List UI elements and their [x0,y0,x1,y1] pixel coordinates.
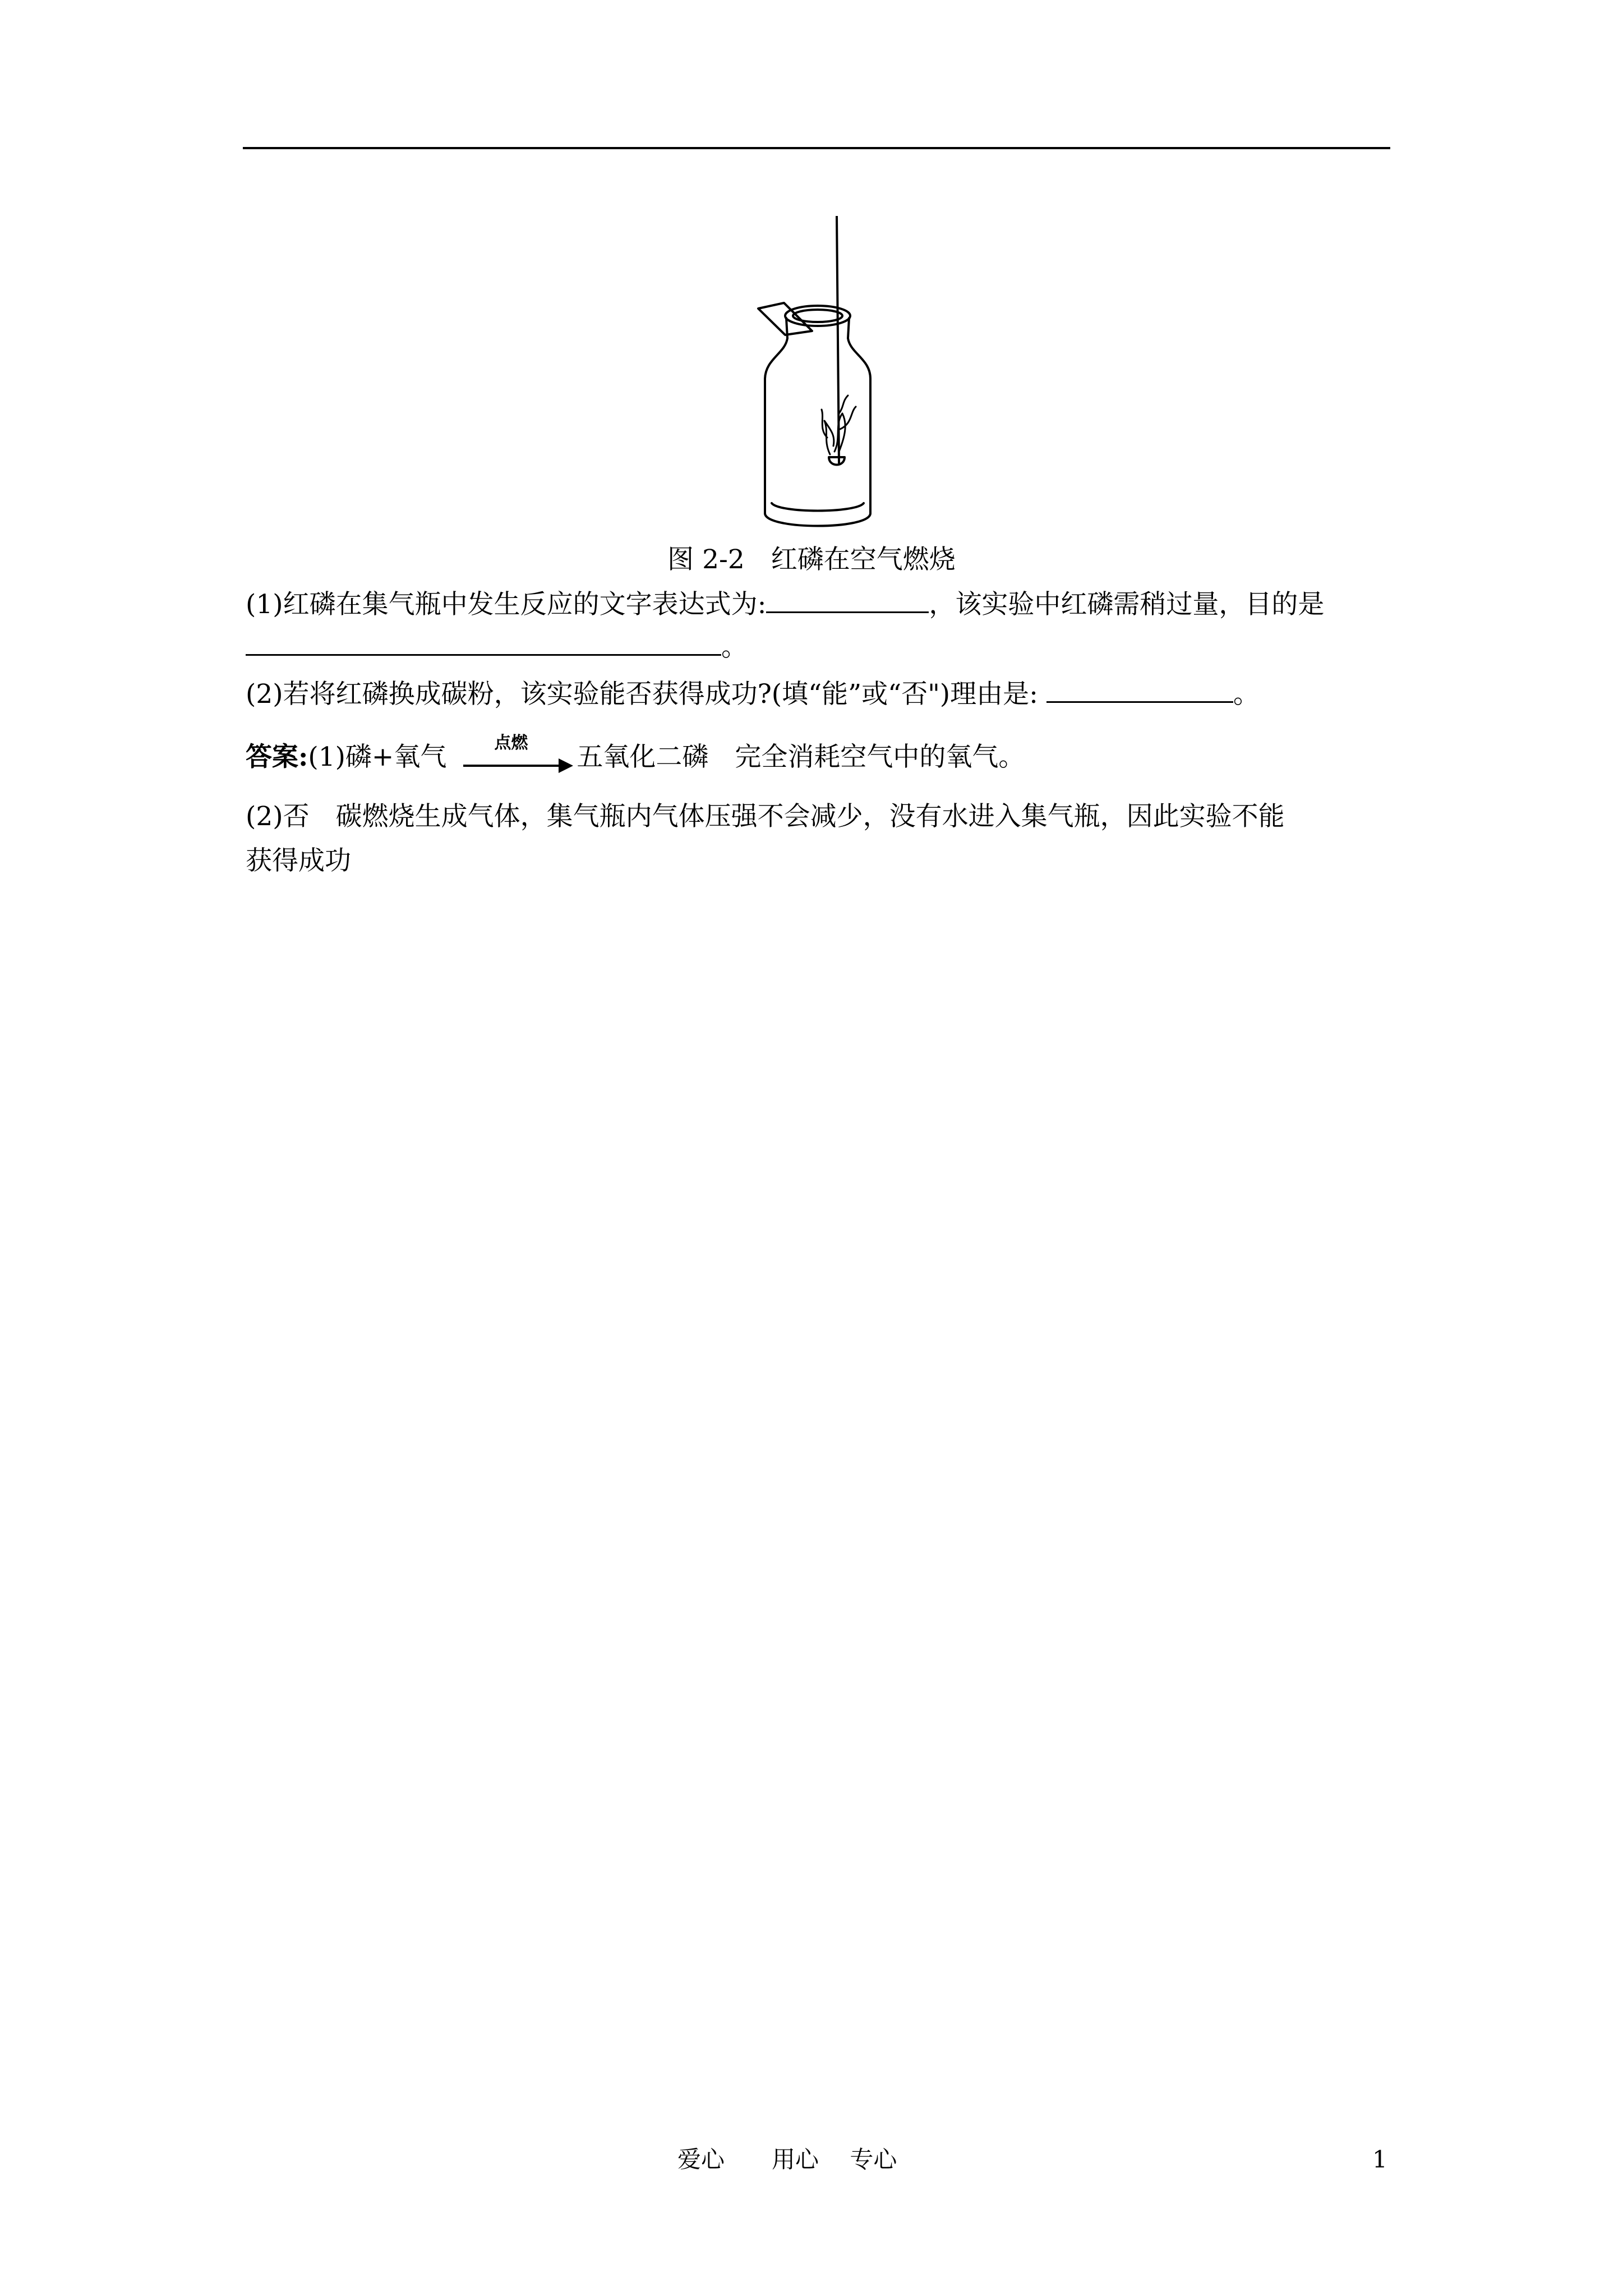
answer-blank-1[interactable] [766,586,929,613]
answer-blank-2[interactable] [246,628,721,656]
burning-spoon-in-gas-bottle-illustration [746,216,892,539]
bottle-figure [746,216,892,539]
arrow-head-icon [559,758,573,773]
question-1-line-1 [246,586,1324,623]
question-1-text-continued: ，该实验中红磷需稍过量，目的是 [929,589,1325,620]
question-2-end: 。 [1233,679,1260,710]
question-1-line-2 [246,628,748,665]
question-1-end: 。 [721,632,748,662]
answer-blank-3[interactable] [1046,675,1233,703]
footer-motto: 爱心 用心 专心 [677,2146,897,2173]
answer-1-products: 五氧化二磷 完全消耗空气中的氧气。 [577,742,1025,772]
question-1-text: (1)红磷在集气瓶中发生反应的文字表达式为: [246,589,767,620]
answer-line-1 [246,733,1025,776]
reaction-condition-label: 点燃 [494,733,528,753]
figure-caption: 图 2-2 红磷在空气燃烧 [667,544,956,575]
page-number: 1 [1372,2146,1387,2173]
answer-label: 答案: [246,742,308,772]
answer-line-2: (2)否 碳燃烧生成气体，集气瓶内气体压强不会减少，没有水进入集气瓶，因此实验不能 [246,801,1285,832]
answer-1-reactants: (1)磷+氧气 [308,742,447,772]
arrow-shaft [463,765,562,767]
header-rule [243,147,1390,149]
answer-line-3: 获得成功 [246,845,351,876]
reaction-arrow [463,733,573,776]
question-2-line [246,675,1260,712]
question-2-text: (2)若将红磷换成碳粉，该实验能否获得成功?(填“能”或“否")理由是: [246,679,1046,710]
